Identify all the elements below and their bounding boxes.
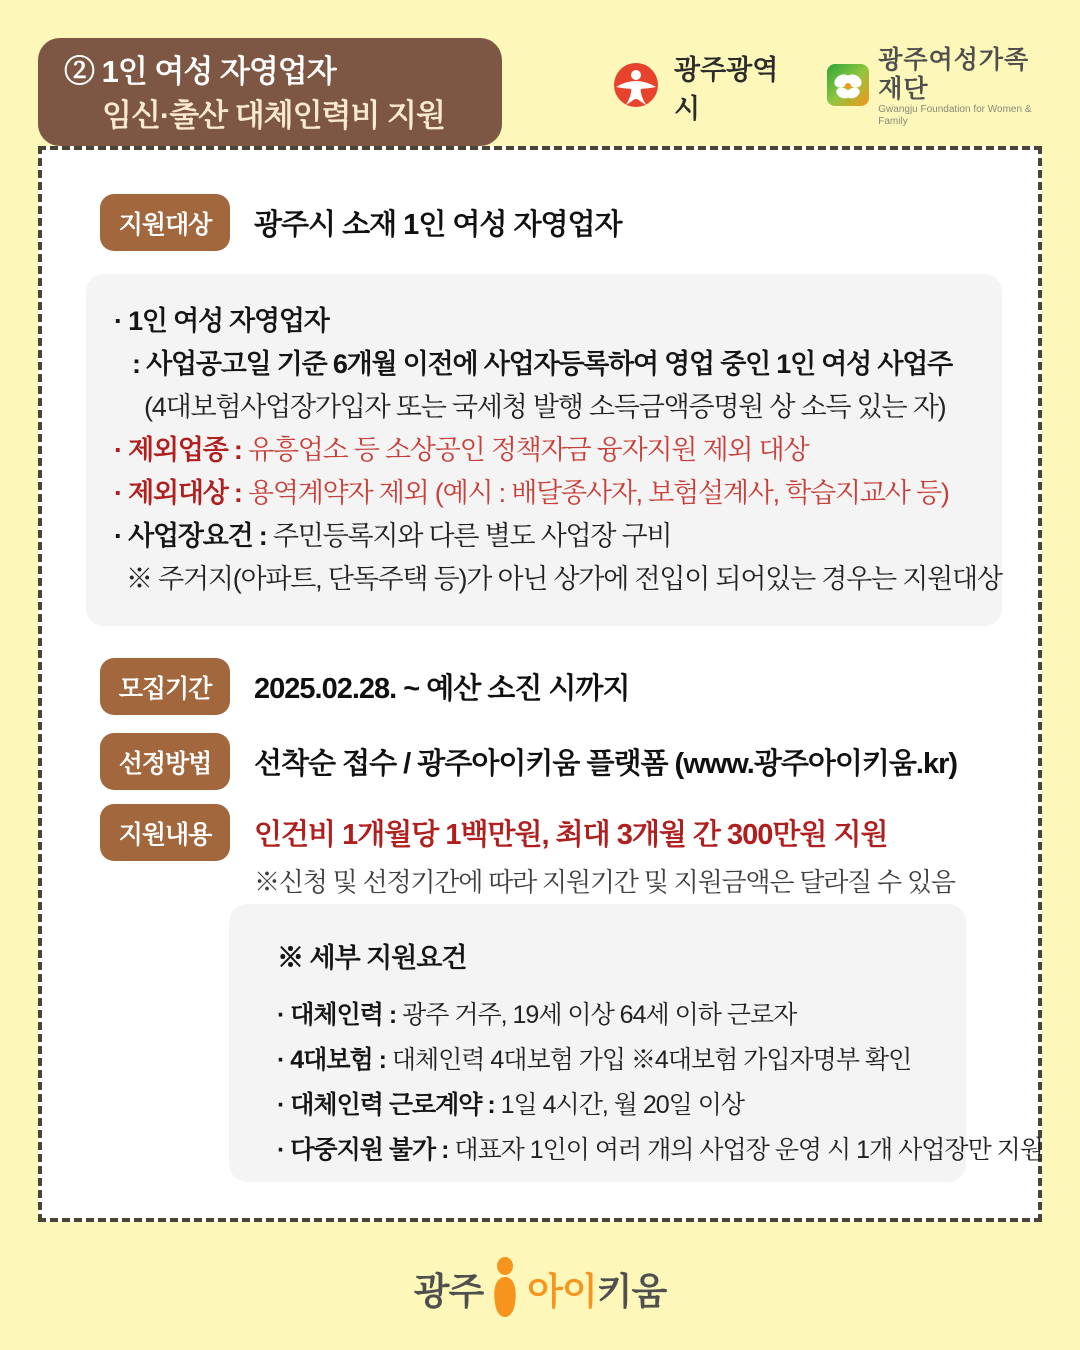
person-icon: [489, 1257, 521, 1319]
main-card: [38, 146, 1042, 1222]
eligibility-workplace-note: ※ 주거지(아파트, 단독주택 등)가 아닌 상가에 전입이 되어있는 경우는 지원대상: [126, 564, 1002, 594]
support-label-badge: 지원내용: [100, 804, 230, 861]
gwangju-city-logo-text: 광주광역시: [674, 55, 779, 124]
excluded-industry-label: · 제외업종 :: [114, 435, 249, 465]
header-title-line2: 임신·출산 대체인력비 지원: [102, 98, 445, 133]
details-item-label: · 대체인력 :: [277, 1001, 403, 1029]
support-note: ※신청 및 선정기간에 따라 지원기간 및 지원금액은 달라질 수 있음: [254, 867, 955, 897]
details-item-text: 광주 거주, 19세 이상 64세 이하 근로자: [402, 1001, 797, 1029]
footer-logo-suffix: 키움: [596, 1271, 667, 1312]
workplace-text: 주민등록지와 다른 별도 사업장 구비: [272, 521, 672, 551]
footer-logo-prefix: 광주: [413, 1271, 484, 1312]
logo-row: [612, 46, 1052, 127]
details-item-insurance: [277, 1038, 956, 1083]
excluded-industry-text: 유흥업소 등 소상공인 정책자금 융자지원 제외 대상: [248, 435, 809, 465]
gwangju-ikium-logo: [0, 1248, 1080, 1328]
details-item-label: · 대체인력 근로계약 :: [277, 1091, 501, 1119]
header-title-badge: [38, 38, 502, 146]
details-item-worker: [277, 993, 956, 1038]
foundation-logo: [826, 47, 1052, 128]
details-item-multi: [277, 1128, 1043, 1173]
gwangju-city-logo-icon: [612, 61, 660, 114]
eligibility-workplace: [114, 515, 992, 558]
period-label-badge: 모집기간: [100, 658, 230, 715]
target-label-badge: 지원대상: [100, 194, 230, 251]
support-value: 인건비 1개월당 1백만원, 최대 3개월 간 300만원 지원: [254, 819, 888, 851]
eligibility-line2: : 사업공고일 기준 6개월 이전에 사업자등록하여 영업 중인 1인 여성 사업주: [132, 349, 953, 379]
eligibility-excluded-target: [114, 472, 992, 515]
method-value: 선착순 접수 / 광주아이키움 플랫폼 (www.광주아이키움.kr): [254, 748, 958, 780]
eligibility-excluded-industry: [114, 429, 992, 472]
eligibility-box: [86, 274, 1002, 626]
foundation-logo-subtitle: Gwangju Foundation for Women & Family: [878, 104, 1032, 127]
workplace-label: · 사업장요건 :: [114, 521, 273, 551]
details-item-text: 1일 4시간, 월 20일 이상: [500, 1091, 745, 1119]
footer-logo-mid: 아이: [527, 1271, 597, 1312]
eligibility-line3: (4대보험사업장가입자 또는 국세청 발행 소득금액증명원 상 소득 있는 자): [144, 392, 946, 422]
details-heading: ※ 세부 지원요건: [277, 943, 467, 973]
details-box: [229, 904, 1043, 1182]
details-item-label: · 다중지원 불가 :: [277, 1136, 455, 1164]
details-item-contract: [277, 1083, 956, 1128]
eligibility-line1: · 1인 여성 자영업자: [114, 306, 329, 336]
period-value: 2025.02.28. ~ 예산 소진 시까지: [254, 673, 630, 705]
target-value: 광주시 소재 1인 여성 자영업자: [254, 209, 622, 241]
header-title-line1: ② 1인 여성 자영업자: [64, 54, 336, 89]
foundation-logo-icon: [826, 63, 870, 112]
excluded-target-text: 용역계약자 제외 (예시 : 배달종사자, 보험설계사, 학습지교사 등): [248, 478, 949, 508]
foundation-logo-text: 광주여성가족재단: [878, 46, 1030, 103]
excluded-target-label: · 제외대상 :: [114, 478, 249, 508]
details-item-text: 대체인력 4대보험 가입 ※4대보험 가입자명부 확인: [391, 1046, 912, 1074]
details-item-text: 대표자 1인이 여러 개의 사업장 운영 시 1개 사업장만 지원: [454, 1136, 1043, 1164]
details-item-label: · 4대보험 :: [277, 1046, 392, 1074]
method-label-badge: 선정방법: [100, 733, 230, 790]
